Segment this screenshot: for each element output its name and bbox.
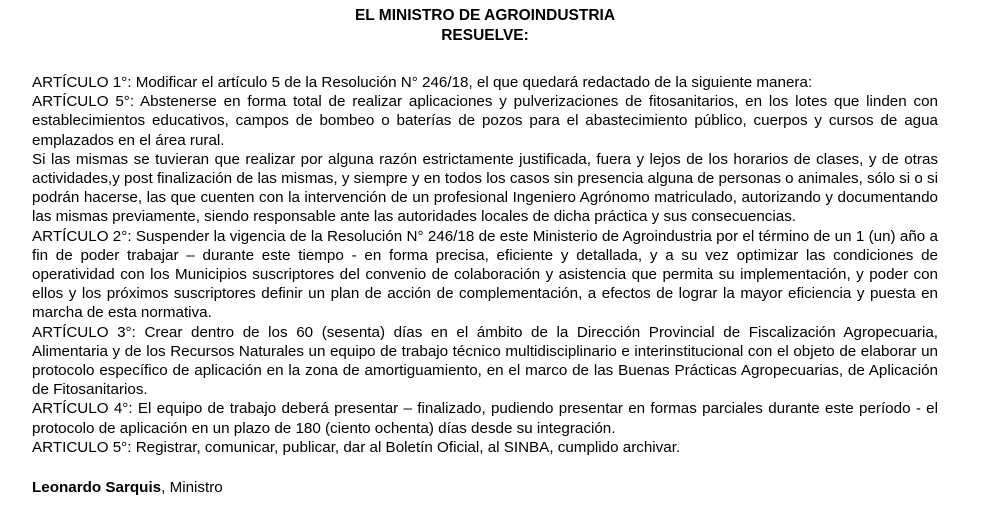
signatory-title: , Ministro (161, 479, 223, 497)
article-3-paragraph: ARTÍCULO 3°: Crear dentro de los 60 (sesenta) días en el ámbito de la Dirección Provincial de Fiscalización Agropecuaria, Alimentaria y de los Recursos Naturales un equipo de trabajo técnico multidisciplinario e interinstitucional con el objeto de elaborar un protocolo específico de aplicación en la zona de amortiguamiento, en el marco de las Buenas Prácticas Agropecuarias, de Aplicación de Fitosanitarios. (32, 323, 938, 399)
document-page (32, 6, 938, 497)
article-2-paragraph: ARTÍCULO 2°: Suspender la vigencia de la Resolución N° 246/18 de este Ministerio de Agroindustria por el término de un 1 (un) año a fin de poder trabajar – durante este tiempo - en forma precisa, eficiente y detallada, y a su vez optimizar las condiciones de operatividad con los Municipios suscriptores del convenio de colaboración y asistencia que permita su implementación, y poder con ellos y los próximos suscriptores definir un plan de acción de complementación, a efectos de lograr la mayor eficiencia y puesta en marcha de esta normativa. (32, 227, 938, 322)
article-4-paragraph: ARTÍCULO 4°: El equipo de trabajo deberá presentar – finalizado, pudiendo presentar en formas parciales durante este período - el protocolo de aplicación en un plazo de 180 (ciento ochenta) días desde su integración. (32, 400, 938, 437)
heading-ministry-title: EL MINISTRO DE AGROINDUSTRIA (354, 7, 616, 24)
exception-paragraph: Si las mismas se tuvieran que realizar por alguna razón estrictamente justificada, fuera y lejos de los horarios de clases, y de otras actividades,y post finalización de las mismas, y siempre y en todos los casos sin presencia alguna de personas o animales, sólo si o si podrán hacerse, las que cuenten con la intervención de un profesional Ingeniero Agrónomo matriculado, autorizando y documentando las mismas previamente, siendo responsable ante las autoridades locales de dicha práctica y sus consecuencias. (32, 150, 938, 226)
article-5-amended-paragraph: ARTÍCULO 5°: Abstenerse en forma total de realizar aplicaciones y pulverizaciones de fitosanitarios, en los lotes que linden con establecimientos educativos, campos de bombeo o baterías de pozos para el abastecimiento público, cuerpos y cursos de agua emplazados en el área rural. (32, 93, 938, 149)
heading-resolves: RESUELVE: (441, 27, 529, 44)
document-body (32, 73, 938, 457)
article-1-paragraph: ARTÍCULO 1°: Modificar el artículo 5 de la Resolución N° 246/18, el que quedará redactado de la siguiente manera: (32, 74, 813, 91)
document-heading (32, 6, 938, 46)
signature-block (32, 478, 938, 497)
signatory-name: Leonardo Sarquis (32, 479, 162, 497)
article-5-paragraph: ARTICULO 5°: Registrar, comunicar, publicar, dar al Boletín Oficial, al SINBA, cumplido archivar. (32, 438, 681, 456)
